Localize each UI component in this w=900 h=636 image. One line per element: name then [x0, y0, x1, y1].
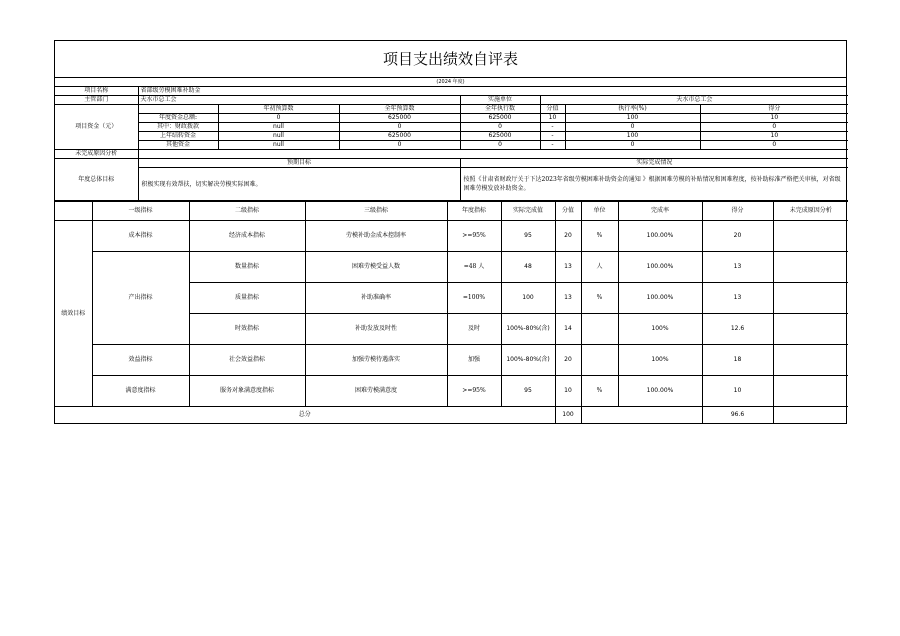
funds-label: 项目资金（元） — [55, 105, 138, 150]
indicator-score-value: 13 — [555, 283, 581, 314]
funds-cell: 625000 — [460, 132, 540, 141]
project-name-row — [55, 87, 848, 96]
indicator-reason — [773, 376, 848, 407]
indicator-l2: 社会效益指标 — [189, 345, 305, 376]
project-name-label: 项目名称 — [55, 87, 138, 96]
indicator-score: 13 — [702, 283, 773, 314]
indicator-unit — [581, 345, 618, 376]
indicator-header: 二级指标 — [189, 202, 305, 221]
funds-cell: 0 — [565, 141, 700, 150]
indicator-header: 实际完成值 — [501, 202, 555, 221]
funds-row-name: 年度资金总额: — [138, 114, 218, 123]
indicator-score: 18 — [702, 345, 773, 376]
funds-cell: null — [218, 141, 339, 150]
year-label: (2024 年度) — [55, 78, 846, 87]
funds-cell: 625000 — [339, 132, 460, 141]
dept-row — [55, 96, 848, 105]
indicator-target: 及时 — [447, 314, 501, 345]
unfinished-row — [55, 150, 848, 159]
funds-cell: 100 — [565, 132, 700, 141]
expected-goal-label: 预期目标 — [138, 159, 460, 168]
funds-cell: 0 — [460, 141, 540, 150]
funds-header: 得分 — [700, 105, 848, 114]
funds-header: 年初预算数 — [218, 105, 339, 114]
indicator-rate: 100.00% — [618, 221, 702, 252]
indicator-l3: 困难劳模满意度 — [305, 376, 447, 407]
self-evaluation-sheet — [54, 40, 847, 424]
funds-row-name: 其中：财政拨款 — [138, 123, 218, 132]
indicator-target: >=95% — [447, 221, 501, 252]
funds-row — [55, 123, 848, 132]
indicators-header-row — [55, 202, 848, 221]
indicator-row — [55, 221, 848, 252]
indicator-actual: 95 — [501, 221, 555, 252]
indicator-score-value: 14 — [555, 314, 581, 345]
indicator-l3: 劳模补助金成本控制率 — [305, 221, 447, 252]
indicator-header: 得分 — [702, 202, 773, 221]
funds-header: 全年预算数 — [339, 105, 460, 114]
indicator-actual: 100%-80%(含) — [501, 314, 555, 345]
actual-goal-text: 按照《甘肃省财政厅关于下达2023年省级劳模困难补助资金的通知 》根据困难劳模的补贴情况和困难程度，按补助标准严格把关审核，对省级困难劳模发放补助资金。 — [460, 168, 848, 201]
funds-cell: 0 — [565, 123, 700, 132]
indicator-unit: % — [581, 221, 618, 252]
indicator-score: 12.6 — [702, 314, 773, 345]
funds-cell: null — [218, 123, 339, 132]
indicator-reason — [773, 283, 848, 314]
indicator-score: 10 — [702, 376, 773, 407]
indicators-table — [55, 201, 848, 423]
indicator-l3: 加强劳模待遇落实 — [305, 345, 447, 376]
funds-cell: 100 — [565, 114, 700, 123]
goals-header-row — [55, 159, 848, 168]
funds-cell: - — [540, 132, 565, 141]
indicator-row — [55, 376, 848, 407]
indicator-header: 三级指标 — [305, 202, 447, 221]
funds-cell: 0 — [700, 141, 848, 150]
funds-cell: 625000 — [339, 114, 460, 123]
impl-label: 实施单位 — [460, 96, 540, 105]
funds-row — [55, 132, 848, 141]
indicator-actual: 100 — [501, 283, 555, 314]
total-score: 96.6 — [702, 407, 773, 424]
funds-cell: 10 — [700, 114, 848, 123]
actual-goal-label: 实际完成情况 — [460, 159, 848, 168]
indicator-header: 完成率 — [618, 202, 702, 221]
indicator-target: =100% — [447, 283, 501, 314]
funds-cell: - — [540, 123, 565, 132]
indicator-l1: 效益指标 — [92, 345, 189, 376]
funds-header: 执行率(%) — [565, 105, 700, 114]
indicator-unit: % — [581, 376, 618, 407]
goals-label: 年度总体目标 — [55, 159, 138, 201]
indicator-l2: 数量指标 — [189, 252, 305, 283]
indicator-reason — [773, 345, 848, 376]
indicator-reason — [773, 252, 848, 283]
indicator-rate: 100.00% — [618, 376, 702, 407]
goals-row — [55, 168, 848, 201]
indicator-actual: 95 — [501, 376, 555, 407]
funds-header-row — [55, 105, 848, 114]
indicator-l3: 补助准确率 — [305, 283, 447, 314]
indicator-l2: 时效指标 — [189, 314, 305, 345]
indicator-unit: % — [581, 283, 618, 314]
funds-row — [55, 114, 848, 123]
indicator-reason — [773, 221, 848, 252]
indicator-target: 加强 — [447, 345, 501, 376]
funds-cell: 0 — [218, 114, 339, 123]
funds-cell: 0 — [339, 123, 460, 132]
page-title: 项目支出绩效自评表 — [55, 41, 846, 78]
indicator-rate: 100.00% — [618, 252, 702, 283]
indicator-header: 单位 — [581, 202, 618, 221]
indicator-l3: 补助发放及时性 — [305, 314, 447, 345]
indicator-target: =48 人 — [447, 252, 501, 283]
funds-header: 全年执行数 — [460, 105, 540, 114]
expected-goal-text: 积极实现有效帮扶，切实解决劳模实际困难。 — [138, 168, 460, 201]
funds-cell: 625000 — [460, 114, 540, 123]
funds-table — [55, 87, 848, 201]
indicator-l3: 困难劳模受益人数 — [305, 252, 447, 283]
funds-row-name: 上年结转资金 — [138, 132, 218, 141]
total-score-value: 100 — [555, 407, 581, 424]
indicator-l2: 服务对象满意度指标 — [189, 376, 305, 407]
funds-cell: 10 — [700, 132, 848, 141]
indicator-rate: 100.00% — [618, 283, 702, 314]
indicator-actual: 48 — [501, 252, 555, 283]
indicator-score: 13 — [702, 252, 773, 283]
funds-cell: 0 — [460, 123, 540, 132]
indicator-header: 未完成原因分析 — [773, 202, 848, 221]
indicator-l2: 质量指标 — [189, 283, 305, 314]
indicator-l1: 产出指标 — [92, 252, 189, 345]
dept-label: 主管部门 — [55, 96, 138, 105]
unfinished-label: 未完成原因分析 — [55, 150, 138, 159]
indicator-row — [55, 252, 848, 283]
total-row — [55, 407, 848, 424]
indicator-l1: 满意度指标 — [92, 376, 189, 407]
indicator-header: 年度指标 — [447, 202, 501, 221]
indicator-score-value: 20 — [555, 345, 581, 376]
indicator-header: 一级指标 — [92, 202, 189, 221]
indicator-rate: 100% — [618, 314, 702, 345]
funds-cell: - — [540, 141, 565, 150]
indicator-unit — [581, 314, 618, 345]
funds-header: 分值 — [540, 105, 565, 114]
funds-cell: 0 — [700, 123, 848, 132]
indicator-actual: 100%-80%(含) — [501, 345, 555, 376]
indicator-header: 分值 — [555, 202, 581, 221]
funds-cell: 0 — [339, 141, 460, 150]
indicator-score-value: 20 — [555, 221, 581, 252]
dept-value: 天水市总工会 — [138, 96, 460, 105]
funds-cell: 10 — [540, 114, 565, 123]
impl-value: 天水市总工会 — [540, 96, 848, 105]
indicator-score-value: 10 — [555, 376, 581, 407]
funds-row-name: 其他资金 — [138, 141, 218, 150]
funds-row — [55, 141, 848, 150]
indicator-l2: 经济成本指标 — [189, 221, 305, 252]
performance-goal-label: 绩效目标 — [55, 221, 92, 407]
total-label: 总分 — [55, 407, 555, 424]
funds-cell: null — [218, 132, 339, 141]
indicator-score-value: 13 — [555, 252, 581, 283]
indicator-row — [55, 345, 848, 376]
project-name-value: 省部级劳模困难补助金 — [138, 87, 848, 96]
indicator-rate: 100% — [618, 345, 702, 376]
indicator-l1: 成本指标 — [92, 221, 189, 252]
indicator-target: >=95% — [447, 376, 501, 407]
indicator-reason — [773, 314, 848, 345]
indicator-unit: 人 — [581, 252, 618, 283]
indicator-score: 20 — [702, 221, 773, 252]
